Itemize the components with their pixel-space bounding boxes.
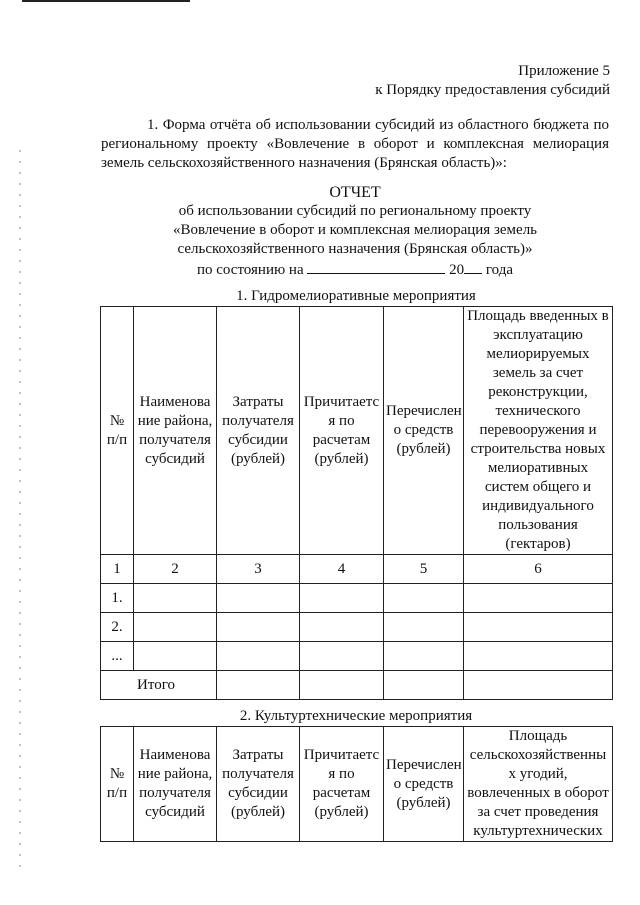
header-cell-name: Наименова ние района, получателя субсидий	[134, 307, 217, 555]
empty-cell[interactable]	[384, 584, 464, 613]
empty-cell[interactable]	[384, 671, 464, 700]
year-blank	[464, 259, 482, 274]
date-prefix: по состоянию на	[196, 262, 304, 278]
header-cell-area: Площадь сельскохозяйственны х угодий, вовлеченных в оборот за счет проведения культуртехнических	[464, 727, 613, 842]
empty-cell[interactable]	[134, 584, 217, 613]
column-number: 1	[101, 555, 134, 584]
intro-paragraph: 1. Форма отчёта об использовании субсидий из областного бюджета по региональному проекту «Вовлечение в оборот и комплексная мелиорация земель сельскохозяйственного назначения (Брянская область)»:	[101, 117, 609, 171]
empty-cell[interactable]	[134, 642, 217, 671]
empty-cell[interactable]	[464, 584, 613, 613]
hydro-table	[100, 306, 613, 700]
empty-cell[interactable]	[300, 584, 384, 613]
header-cell-number: № п/п	[101, 307, 134, 555]
empty-cell[interactable]	[217, 671, 300, 700]
header-cell-due: Причитаетс я по расчетам (рублей)	[300, 727, 384, 842]
column-number: 2	[134, 555, 217, 584]
header-cell-name: Наименова ние района, получателя субсидий	[134, 727, 217, 842]
table-header-row	[101, 727, 613, 842]
header-cell-transferred: Перечислен о средств (рублей)	[384, 307, 464, 555]
top-rule	[22, 0, 190, 2]
column-number: 6	[464, 555, 613, 584]
header-cell-area: Площадь введенных в эксплуатацию мелиорируемых земель за счет реконструкции, технического перевооружения и строительства новых мелиоративных систем общего и индивидуального пользования (гектаров)	[464, 307, 613, 555]
empty-cell[interactable]	[217, 642, 300, 671]
table-header-row	[101, 307, 613, 555]
empty-cell[interactable]	[217, 613, 300, 642]
column-number-row	[101, 555, 613, 584]
table-row	[101, 584, 613, 613]
empty-cell[interactable]	[300, 642, 384, 671]
column-number: 3	[217, 555, 300, 584]
column-number: 4	[300, 555, 384, 584]
empty-cell[interactable]	[300, 613, 384, 642]
year-prefix: 20	[449, 262, 465, 278]
table-row	[101, 613, 613, 642]
report-subtitle-line2: «Вовлечение в оборот и комплексная мелиорация земель	[172, 222, 538, 238]
header-cell-transferred: Перечислен о средств (рублей)	[384, 727, 464, 842]
report-title: ОТЧЕТ	[329, 184, 381, 201]
section1-title: 1. Гидромелиоративные мероприятия	[236, 288, 476, 304]
empty-cell[interactable]	[134, 613, 217, 642]
row-number: 1.	[101, 584, 134, 613]
report-date-line	[100, 259, 610, 280]
empty-cell[interactable]	[217, 584, 300, 613]
total-row	[101, 671, 613, 700]
section2-title: 2. Культуртехнические мероприятия	[239, 708, 473, 724]
header-cell-number: № п/п	[101, 727, 134, 842]
empty-cell[interactable]	[300, 671, 384, 700]
row-number: 2.	[101, 613, 134, 642]
binding-margin-dots	[19, 150, 21, 870]
header-cell-costs: Затраты получателя субсидии (рублей)	[217, 727, 300, 842]
date-blank	[307, 259, 445, 274]
empty-cell[interactable]	[464, 642, 613, 671]
header-cell-costs: Затраты получателя субсидии (рублей)	[217, 307, 300, 555]
table-row	[101, 642, 613, 671]
row-number: ...	[101, 642, 134, 671]
year-suffix: года	[485, 262, 514, 278]
report-subtitle-line3: сельскохозяйственного назначения (Брянская область)»	[177, 241, 533, 257]
appendix-header	[375, 62, 610, 100]
appendix-number: Приложение 5	[518, 63, 610, 79]
empty-cell[interactable]	[384, 642, 464, 671]
empty-cell[interactable]	[384, 613, 464, 642]
appendix-reference: к Порядку предоставления субсидий	[375, 82, 610, 98]
empty-cell[interactable]	[464, 613, 613, 642]
empty-cell[interactable]	[464, 671, 613, 700]
column-number: 5	[384, 555, 464, 584]
total-label: Итого	[101, 671, 217, 700]
report-title-block	[100, 183, 610, 280]
header-cell-due: Причитаетс я по расчетам (рублей)	[300, 307, 384, 555]
culture-table	[100, 726, 613, 842]
report-subtitle-line1: об использовании субсидий по региональному проекту	[178, 203, 532, 219]
